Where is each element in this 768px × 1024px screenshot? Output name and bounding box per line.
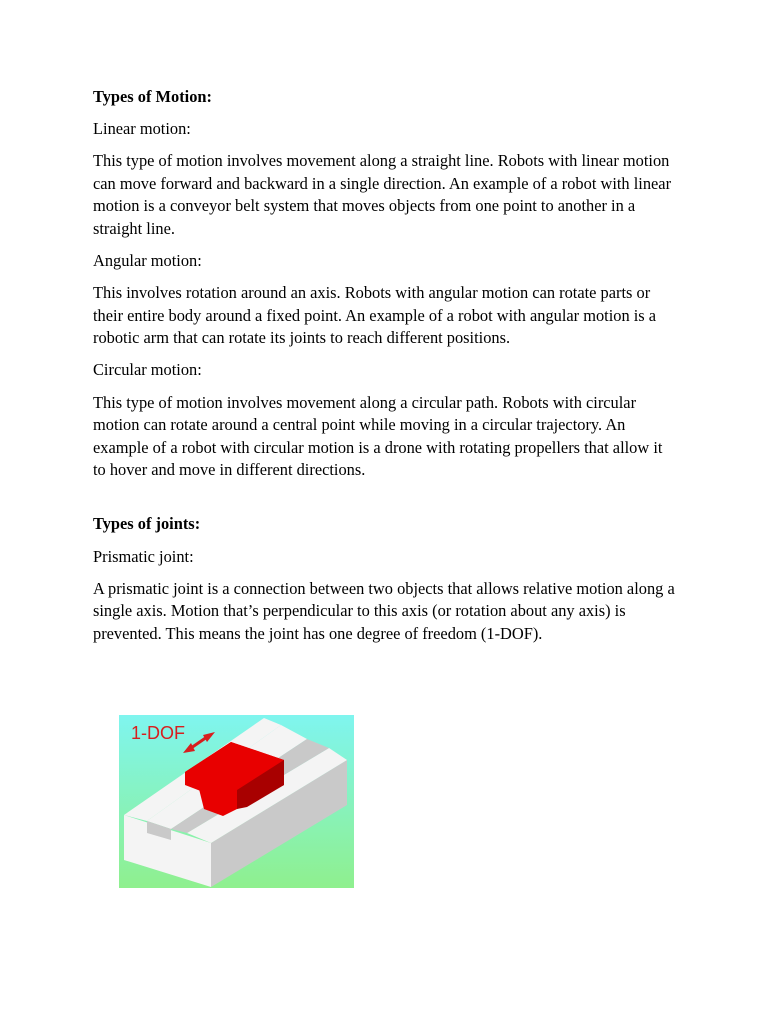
section-heading-motion: Types of Motion: <box>93 87 212 106</box>
prismatic-joint-label: Prismatic joint: <box>93 546 194 566</box>
prismatic-joint-paragraph: A prismatic joint is a connection between two objects that allows relative motion along a single axis. Motion that’s perpendicular to this axis (or rotation about any axis) is prevented. This means the joint has one degree of freedom (1-DOF). <box>93 578 675 643</box>
dof-label: 1-DOF <box>131 723 185 743</box>
linear-motion-label: Linear motion: <box>93 119 191 139</box>
angular-motion-paragraph: This involves rotation around an axis. Robots with angular motion can rotate parts or their entire body around a fixed point. An example of a robot with angular motion is a robotic arm that can rotate its joints to reach different positions. <box>93 283 657 348</box>
prismatic-joint-svg <box>119 715 354 888</box>
section-heading-joints: Types of joints: <box>93 514 201 534</box>
circular-motion-paragraph: This type of motion involves movement along a circular path. Robots with circular motion can rotate around a central point while moving in a circular trajectory. An example of a robot with circular motion is a drone with rotating propellers that allow it to hover and move in different directions. <box>93 392 663 480</box>
prismatic-joint-illustration <box>119 715 354 888</box>
section-spacer <box>93 491 678 513</box>
circular-motion-label: Circular motion: <box>93 360 202 380</box>
linear-motion-paragraph: This type of motion involves movement along a straight line. Robots with linear motion can move forward and backward in a single direction. An example of a robot with linear motion is a conveyor belt system that moves objects from one point to another in a straight line. <box>93 151 672 238</box>
angular-motion-label: Angular motion: <box>93 251 202 271</box>
document-body <box>93 86 678 655</box>
